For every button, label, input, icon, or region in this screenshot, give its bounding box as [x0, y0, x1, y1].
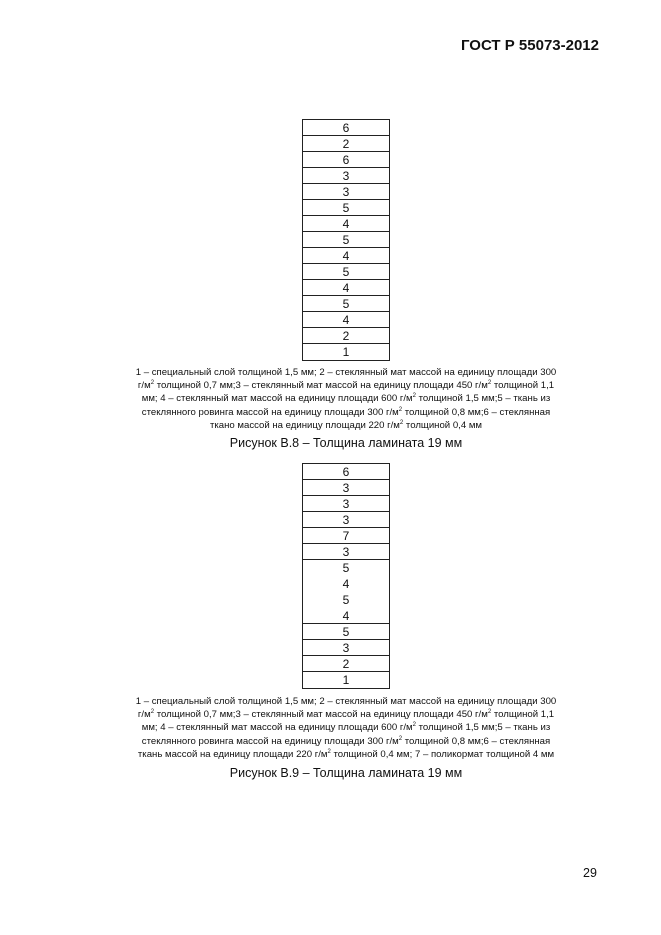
layer-cell: 3 [303, 544, 389, 560]
layer-cell: 4 [303, 280, 389, 296]
figure-caption-b8: Рисунок В.8 – Толщина ламината 19 мм [229, 436, 463, 450]
layer-cell: 2 [303, 136, 389, 152]
layer-cell: 6 [303, 120, 389, 136]
legend-b8: 1 – специальный слой толщиной 1,5 мм; 2 – стеклянный мат массой на единицу площади 300 $г/м^2$ толщиной 0,7 мм;3 – стеклянный мат массой на единицу площади 450 $г/м^2$ толщиной 1,1 мм; 4 – стеклянный мат массой на единицу площади 600 $г/м^2$ толщиной 1,5 мм;5 – ткань из стеклянного ровинга массой на единицу площади 300 $г/м^2$ толщиной 0,8 мм;6 – стеклянная ткано массой на единицу площади 220 $г/м^2$ толщиной 0,4 мм [135, 367, 557, 431]
layer-cell: 6 [303, 464, 389, 480]
layer-cell: 5 [303, 624, 389, 640]
layer-cell: 5 [303, 296, 389, 312]
layer-cell: 5 [303, 232, 389, 248]
layer-cell: 3 [303, 512, 389, 528]
layer-cell: 4 [303, 216, 389, 232]
standard-header: ГОСТ Р 55073-2012 [460, 37, 599, 54]
layer-cell: 5 [342, 561, 350, 575]
layer-cell: 2 [303, 328, 389, 344]
layer-cell: 3 [303, 168, 389, 184]
layer-cell: 2 [303, 656, 389, 672]
page-number: 29 [583, 866, 597, 880]
layer-cell: 3 [303, 640, 389, 656]
layer-cell: 7 [303, 528, 389, 544]
layer-cell: 4 [303, 608, 389, 624]
figure-caption-b9: Рисунок В.9 – Толщина ламината 19 мм [229, 766, 463, 780]
layer-cell: 5 [303, 264, 389, 280]
layer-cell: 1 [342, 345, 350, 359]
layer-cell: 3 [303, 496, 389, 512]
legend-b9: 1 – специальный слой толщиной 1,5 мм; 2 – стеклянный мат массой на единицу площади 300 $г/м^2$ толщиной 0,7 мм;3 – стеклянный мат массой на единицу площади 450 $г/м^2$ толщиной 1,1 мм; 4 – стеклянный мат массой на единицу площади 600 $г/м^2$ толщиной 1,5 мм;5 – ткань из стеклянного ровинга массой на единицу площади 300 $г/м^2$ толщиной 0,8 мм;6 – стеклянная ткань массой на единицу площади 220 $г/м^2$ толщиной 0,4 мм; 7 – поликормат толщиной 4 мм [135, 696, 557, 760]
layer-cell: 5 [342, 593, 350, 607]
layer-cell: 6 [303, 152, 389, 168]
layer-cell: 3 [303, 184, 389, 200]
layer-cell: 1 [342, 673, 350, 687]
layer-cell: 5 [303, 200, 389, 216]
layer-stack-b9 [302, 463, 390, 689]
layer-cell: 4 [303, 312, 389, 328]
layer-cell: 4 [342, 577, 350, 591]
layer-cell: 4 [303, 248, 389, 264]
layer-stack-b8 [302, 119, 390, 361]
layer-cell: 3 [303, 480, 389, 496]
